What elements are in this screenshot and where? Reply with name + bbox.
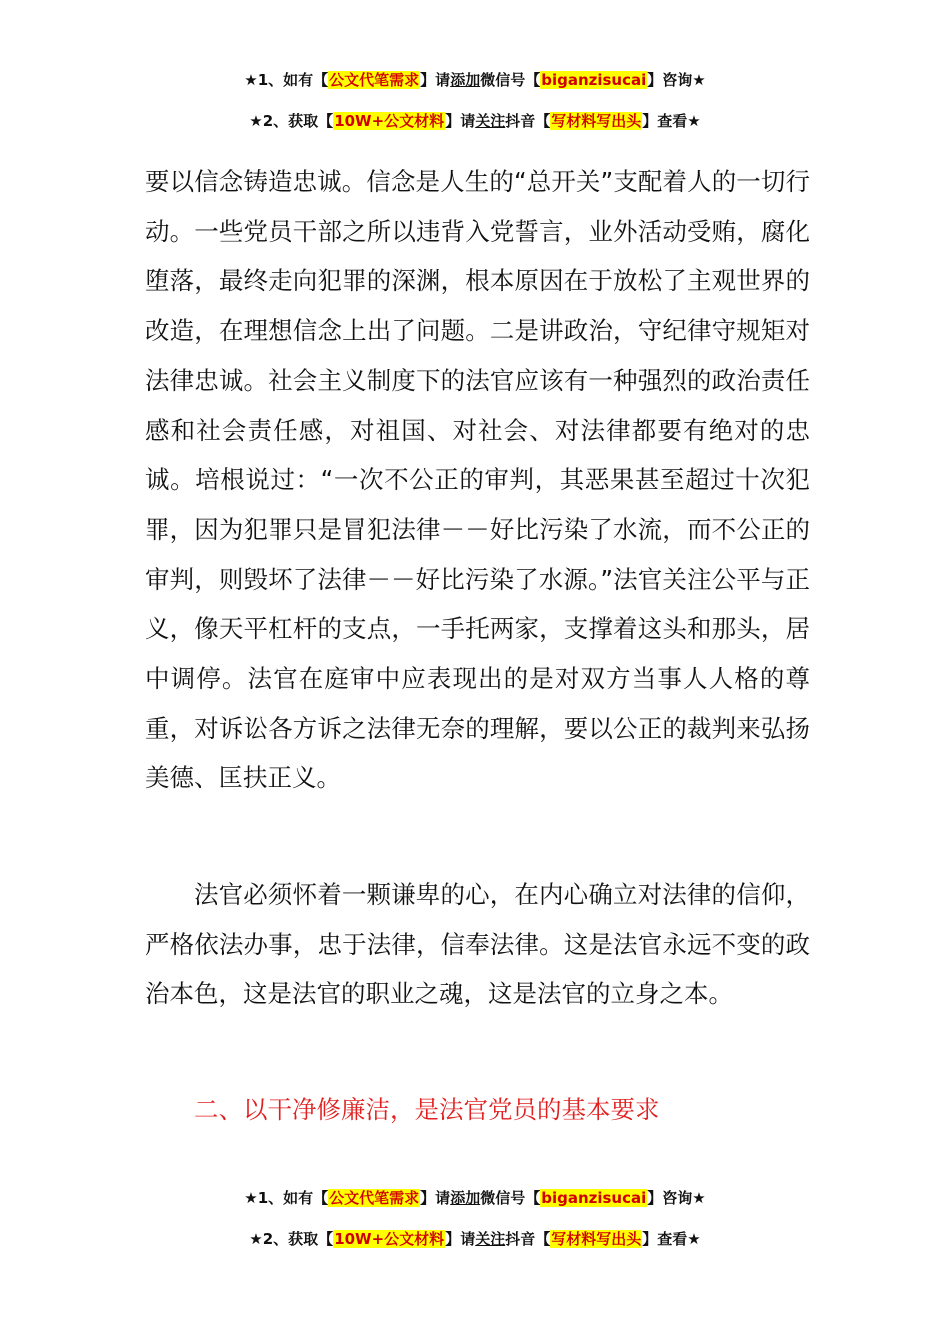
body-paragraph-1: 要以信念铸造忠诚。信念是人生的“总开关”支配着人的一切行动。一些党员干部之所以违背入党誓言，业外活动受贿，腐化堕落，最终走向犯罪的深渊，根本原因在于放松了主观世界的改造，在理想信念上出了问题。二是讲政治，守纪律守规矩对法律忠诚。社会主义制度下的法官应该有一种强烈的政治责任感和社会责任感，对祖国、对社会、对法律都要有绝对的忠诚。培根说过：“一次不公正的审判，其恶果甚至超过十次犯罪，因为犯罪只是冒犯法律－－好比污染了水流，而不公正的审判，则毁坏了法律－－好比污染了水源。”法官关注公平与正义，像天平杠杆的支点，一手托两家，支撑着这头和那头，居中调停。法官在庭审中应表现出的是对双方当事人人格的尊重，对诉讼各方诉之法律无奈的理解，要以公正的裁判来弘扬美德、匡扶正义。 (145, 167, 810, 793)
promo-text: ★2、获取【 (249, 112, 334, 130)
promo-emphasis: 关注 (475, 1230, 506, 1248)
promo-highlight: 10W+公文材料 (334, 112, 445, 130)
body-paragraph-2: 法官必须怀着一颗谦卑的心，在内心确立对法律的信仰，严格依法办事，忠于法律，信奉法律。这是法官永远不变的政治本色，这是法官的职业之魂，这是法官的立身之本。 (145, 880, 810, 1009)
header-promo-line-2 (0, 111, 950, 131)
promo-highlight-wechat-id: biganzisucai (541, 1189, 647, 1207)
promo-text: 】咨询★ (647, 71, 706, 89)
header-promo-line-1 (0, 70, 950, 90)
footer-promo-line-1 (0, 1188, 950, 1208)
promo-text: ★2、获取【 (249, 1230, 334, 1248)
promo-highlight-wechat-id: biganzisucai (541, 71, 647, 89)
promo-text: 抖音【 (505, 112, 551, 130)
promo-text: 】请 (445, 1230, 476, 1248)
promo-text: ★1、如有【 (244, 71, 329, 89)
promo-emphasis: 添加 (450, 71, 481, 89)
promo-text: 】请 (445, 112, 476, 130)
promo-text: 】咨询★ (647, 1189, 706, 1207)
promo-emphasis: 关注 (475, 112, 506, 130)
promo-text: 】查看★ (642, 1230, 701, 1248)
promo-text: 】请 (420, 1189, 451, 1207)
promo-highlight: 公文代笔需求 (329, 1189, 420, 1207)
footer-promo-line-2 (0, 1229, 950, 1249)
promo-highlight: 10W+公文材料 (334, 1230, 445, 1248)
promo-text: 】请 (420, 71, 451, 89)
promo-text: 微信号【 (480, 71, 541, 89)
promo-text: 抖音【 (505, 1230, 551, 1248)
promo-highlight: 公文代笔需求 (329, 71, 420, 89)
promo-highlight-douyin: 写材料写出头 (551, 1230, 642, 1248)
promo-emphasis: 添加 (450, 1189, 481, 1207)
section-heading: 二、以干净修廉洁，是法官党员的基本要求 (194, 1095, 660, 1124)
promo-text: 】查看★ (642, 112, 701, 130)
promo-highlight-douyin: 写材料写出头 (551, 112, 642, 130)
promo-text: ★1、如有【 (244, 1189, 329, 1207)
promo-text: 微信号【 (480, 1189, 541, 1207)
